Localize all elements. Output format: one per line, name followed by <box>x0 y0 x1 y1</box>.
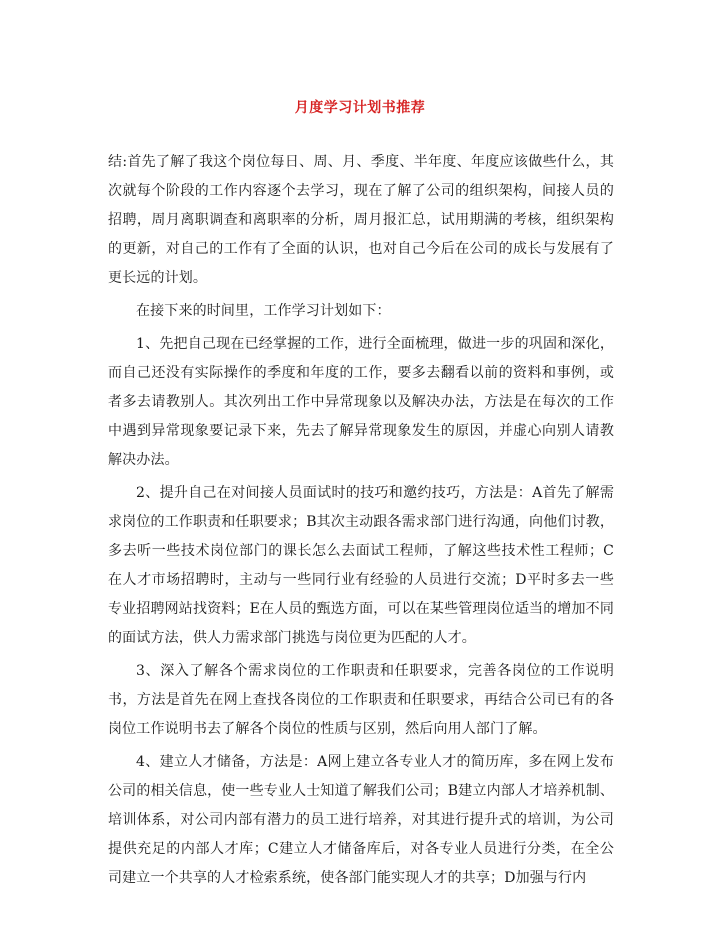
page-title: 月度学习计划书推荐 <box>294 100 426 116</box>
paragraph-summary: 结:首先了解了我这个岗位每日、周、月、季度、半年度、年度应该做些什么，其次就每个阶段的工作内容逐个去学习，现在了解了公司的组织架构，间接人员的招聘，周月离职调查和离职率的分析，周月报汇总，试用期满的考核，组织架构的更新，对自己的工作有了全面的认识，也对自己今后在公司的成长与发展有了更长远的计划。 <box>108 154 614 286</box>
paragraph-item-3: 3、深入了解各个需求岗位的工作职责和任职要求，完善各岗位的工作说明书，方法是首先在网上查找各岗位的工作职责和任职要求，再结合公司已有的各岗位工作说明书去了解各个岗位的性质与区别，然后向用人部门了解。 <box>108 663 614 737</box>
paragraph-item-1: 1、先把自己现在已经掌握的工作，进行全面梳理，做进一步的巩固和深化，而自己还没有实际操作的季度和年度的工作，要多去翻看以前的资料和事例，或者多去请教别人。其次列出工作中异常现象以及解决办法，方法是在每次的工作中遇到异常现象要记录下来，先去了解异常现象发生的原因，并虚心向别人请教解决办法。 <box>108 336 614 468</box>
document-body <box>108 148 614 897</box>
paragraph-item-4: 4、建立人才储备，方法是：A网上建立各专业人才的简历库，多在网上发布公司的相关信息，使一些专业人士知道了解我们公司；B建立内部人才培养机制、培训体系，对公司内部有潜力的员工进行培养，对其进行提升式的培训，为公司提供充足的内部人才库；C建立人才储备库后，对各专业人员进行分类，在全公司建立一个共享的人才检索系统，使各部门能实现人才的共享；D加强与行内 <box>108 754 614 886</box>
paragraph-intro: 在接下来的时间里，工作学习计划如下： <box>136 303 391 319</box>
paragraph-item-2: 2、提升自己在对间接人员面试时的技巧和邀约技巧，方法是：A首先了解需求岗位的工作职责和任职要求；B其次主动跟各需求部门进行沟通，向他们讨教，多去听一些技术岗位部门的课长怎么去面试工程师，了解这些技术性工程师；C在人才市场招聘时，主动与一些同行业有经验的人员进行交流；D平时多去一些专业招聘网站找资料；E在人员的甄选方面，可以在某些管理岗位适当的增加不同的面试方法，供人力需求部门挑选与岗位更为匹配的人才。 <box>108 485 614 646</box>
